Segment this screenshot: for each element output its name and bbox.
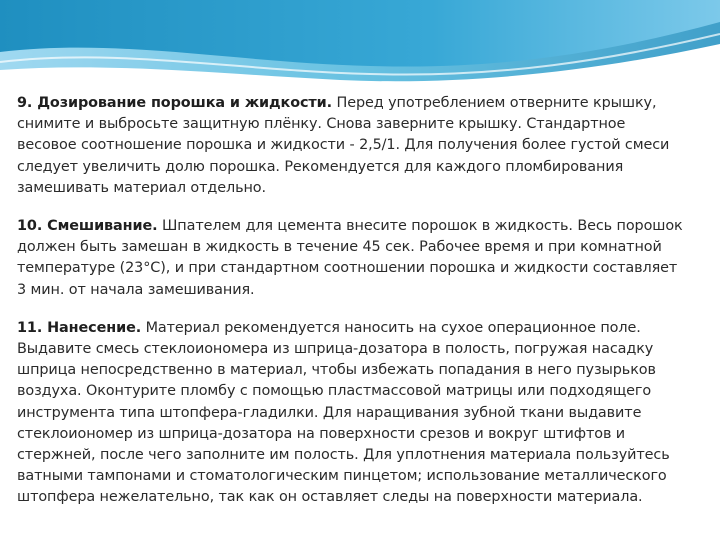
text-line: замешивать материал отдельно.	[17, 179, 266, 196]
text-line: воздуха. Оконтурите пломбу с помощью пластмассовой матрицы или подходящего	[17, 383, 652, 400]
text-line: инструмента типа штопфера-гладилки. Для наращивания зубной ткани выдавите	[17, 404, 642, 421]
text-line: весовое соотношение порошка и жидкости - 2,5/1. Для получения более густой смеси	[17, 137, 670, 154]
paragraph-heading: 10. Смешивание.	[17, 218, 158, 235]
text-line: Шпателем для цемента внесите порошок в жидкость. Весь порошок	[162, 218, 683, 235]
body-text	[17, 93, 707, 509]
text-line: ватными тампонами и стоматологическим пинцетом; использование металлического	[17, 468, 667, 485]
text-line: стержней, после чего заполните им полость. Для уплотнения материала пользуйтесь	[17, 447, 670, 464]
text-line: стеклоиономер из шприца-дозатора на поверхности срезов и вокруг штифтов и	[17, 425, 626, 442]
text-line: следует увеличить долю порошка. Рекомендуется для каждого пломбирования	[17, 158, 624, 175]
text-line: Материал рекомендуется наносить на сухое операционное поле.	[145, 319, 641, 336]
text-line: Выдавите смесь стеклоиономера из шприца-дозатора в полость, погружая насадку	[17, 341, 654, 358]
paragraph-heading: 9. Дозирование порошка и жидкости.	[17, 95, 333, 111]
paragraph-heading: 11. Нанесение.	[17, 319, 142, 336]
text-line: шприца непосредственно в материал, чтобы избежать попадания в него пузырьков	[17, 362, 656, 379]
wave-header-decoration	[0, 0, 720, 100]
text-line: 3 мин. от начала замешивания.	[17, 281, 255, 298]
paragraph-mixing	[17, 216, 707, 301]
text-line: снимите и выбросьте защитную плёнку. Снова заверните крышку. Стандартное	[17, 116, 626, 133]
paragraph-dosing	[17, 93, 707, 199]
text-line: Перед употреблением отверните крышку,	[336, 95, 657, 111]
paragraph-application	[17, 318, 707, 509]
text-line: должен быть замешан в жидкость в течение 45 сек. Рабочее время и при комнатной	[17, 239, 662, 256]
text-line: температуре (23°С), и при стандартном соотношении порошка и жидкости составляет	[17, 260, 678, 277]
text-line: штопфера нежелательно, так как он оставляет следы на поверхности материала.	[17, 489, 643, 506]
